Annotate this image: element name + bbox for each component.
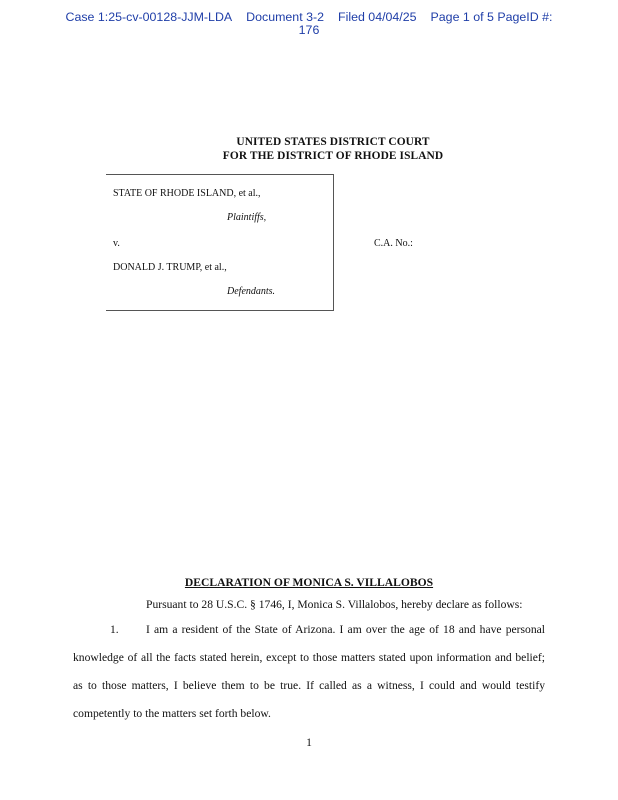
- ecf-header-stamp: [0, 11, 618, 37]
- court-name: UNITED STATES DISTRICT COURT: [236, 136, 430, 148]
- declaration-intro: Pursuant to 28 U.S.C. § 1746, I, Monica S. Villalobos, hereby declare as follows:: [146, 598, 523, 611]
- paragraph-line: I am a resident of the State of Arizona. I am over the age of 18 and have personal: [146, 623, 545, 636]
- case-number-label: C.A. No.:: [374, 238, 413, 249]
- document-number: Document 3-2: [246, 10, 324, 24]
- declaration-title: DECLARATION OF MONICA S. VILLALOBOS: [184, 576, 434, 589]
- plaintiff-name: STATE OF RHODE ISLAND, et al.,: [113, 188, 261, 199]
- page-id: 176: [298, 23, 320, 37]
- court-heading: [0, 135, 618, 163]
- defendant-name: DONALD J. TRUMP, et al.,: [113, 262, 227, 273]
- case-number: Case 1:25-cv-00128-JJM-LDA: [65, 10, 233, 24]
- page-info: Page 1 of 5 PageID #:: [430, 10, 553, 24]
- court-district: FOR THE DISTRICT OF RHODE ISLAND: [222, 150, 444, 162]
- page-number: 1: [306, 736, 312, 749]
- paragraph-number: 1.: [110, 623, 119, 636]
- paragraph-line: competently to the matters set forth below.: [73, 707, 271, 720]
- plaintiff-role: Plaintiffs,: [227, 212, 267, 223]
- paragraph-line: knowledge of all the facts stated herein, except to those matters stated upon information and belief;: [73, 651, 545, 664]
- versus: v.: [113, 238, 120, 249]
- paragraph-line: as to those matters, I believe them to be true. If called as a witness, I could and would testify: [73, 679, 545, 692]
- defendant-role: Defendants.: [227, 286, 276, 297]
- filed-date: Filed 04/04/25: [338, 10, 417, 24]
